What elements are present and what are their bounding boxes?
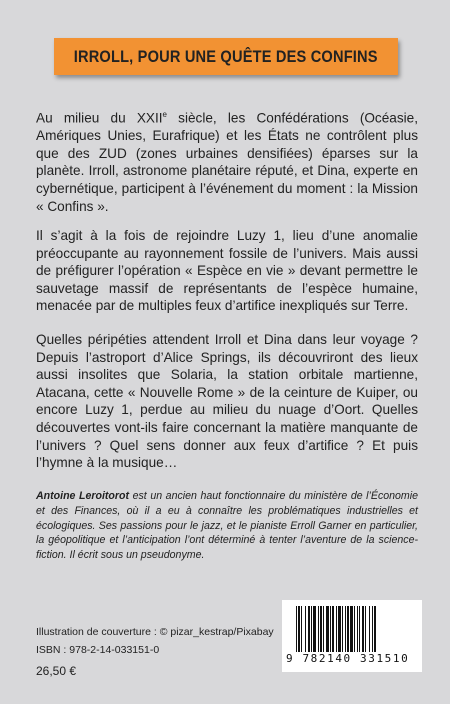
isbn: ISBN : 978-2-14-033151-0 <box>36 644 160 656</box>
barcode-bar <box>301 606 302 652</box>
barcode-bar <box>332 606 334 652</box>
barcode-bar <box>359 606 360 652</box>
price: 26,50 € <box>36 664 77 678</box>
barcode-bar <box>326 606 329 652</box>
barcode-digits: 9 782140 331510 <box>286 652 410 665</box>
barcode-bar <box>350 606 353 652</box>
barcode-bar <box>374 606 376 652</box>
barcode-bar <box>330 606 331 652</box>
barcode-bar <box>357 606 358 652</box>
barcode-bar <box>318 606 319 652</box>
barcode-bar <box>320 606 322 652</box>
cover-credit: Illustration de couverture : © pizar_kestrap/Pixabay <box>36 626 274 638</box>
barcode-bars <box>296 606 410 652</box>
barcode-bar <box>342 606 343 652</box>
summary-paragraph-2: Il s’agit à la fois de rejoindre Luzy 1, lieu d’une anomalie préoccupante au rayonnement fossile de l’univers. Mais aussi de préfigurer l’opération « Espèce en vie » devant permettre le sauvetage massif de représentants de l’espèce humaine, menacée par de multiples feux d’artifice inexpliqués sur Terre. <box>36 228 418 314</box>
barcode-bar <box>323 606 324 652</box>
book-title: IRROLL, POUR UNE QUÊTE DES CONFINS <box>74 46 378 66</box>
summary-paragraph-3: Quelles péripéties attendent Irroll et Dina dans leur voyage ? Depuis l’astroport d’Alice Springs, ils découvriront des lieux aussi insolites que Solaria, la station orbitale martienne, Atacana, cette « Nouvelle Rome » de la ceinture de Kuiper, ou encore Luzy 1, perdue au milieu du nuage d’Oort. Quelles découvertes vont-ils faire concernant la matière manquante de l’univers ? Quel sens donner aux feux d’artifice ? Et puis l’hymne à la musique… <box>36 332 418 471</box>
barcode-bar <box>369 606 370 652</box>
century-superscript: e <box>162 110 167 119</box>
title-banner <box>54 38 398 75</box>
barcode-bar <box>345 606 346 652</box>
barcode-bar <box>347 606 349 652</box>
summary-paragraph-1-rest: siècle, les Confédérations (Océasie, Amériques Unies, Eurafrique) et les États ne contrôlent plus que des ZUD (zones urbaines densifiées) éparses sur la planète. Irroll, astronome planétaire réputé, et Dina, experte en cybernétique, participent à l’événement du moment : la Mission « Confins ». <box>36 110 418 214</box>
author-bio <box>36 489 418 563</box>
barcode-bar <box>311 606 312 652</box>
barcode <box>282 600 422 672</box>
barcode-bar <box>298 606 300 652</box>
summary-paragraph-1-start: Au milieu du XXII <box>36 110 163 126</box>
barcode-bar <box>338 606 341 652</box>
barcode-bar <box>305 606 306 652</box>
barcode-bar <box>313 606 316 652</box>
barcode-bar <box>296 606 297 652</box>
barcode-bar <box>372 606 373 652</box>
barcode-bar <box>354 606 355 652</box>
barcode-bar <box>365 606 366 652</box>
barcode-bar <box>308 606 310 652</box>
barcode-bar <box>336 606 337 652</box>
summary-paragraph-1 <box>36 106 418 215</box>
author-name: Antoine Leroitorot <box>36 490 130 502</box>
author-bio-text: est un ancien haut fonctionnaire du ministère de l’Économie et des Finances, où il a eu à connaître les problématiques industrielles et écologiques. Ses passions pour le jazz, et le pianiste Erroll Garner en particulier, la géopolitique et l’anticipation l’ont déterminé à tenter l’aventure de la science-fiction. Il écrit sous un pseudonyme. <box>36 490 418 562</box>
barcode-bar <box>362 606 364 652</box>
